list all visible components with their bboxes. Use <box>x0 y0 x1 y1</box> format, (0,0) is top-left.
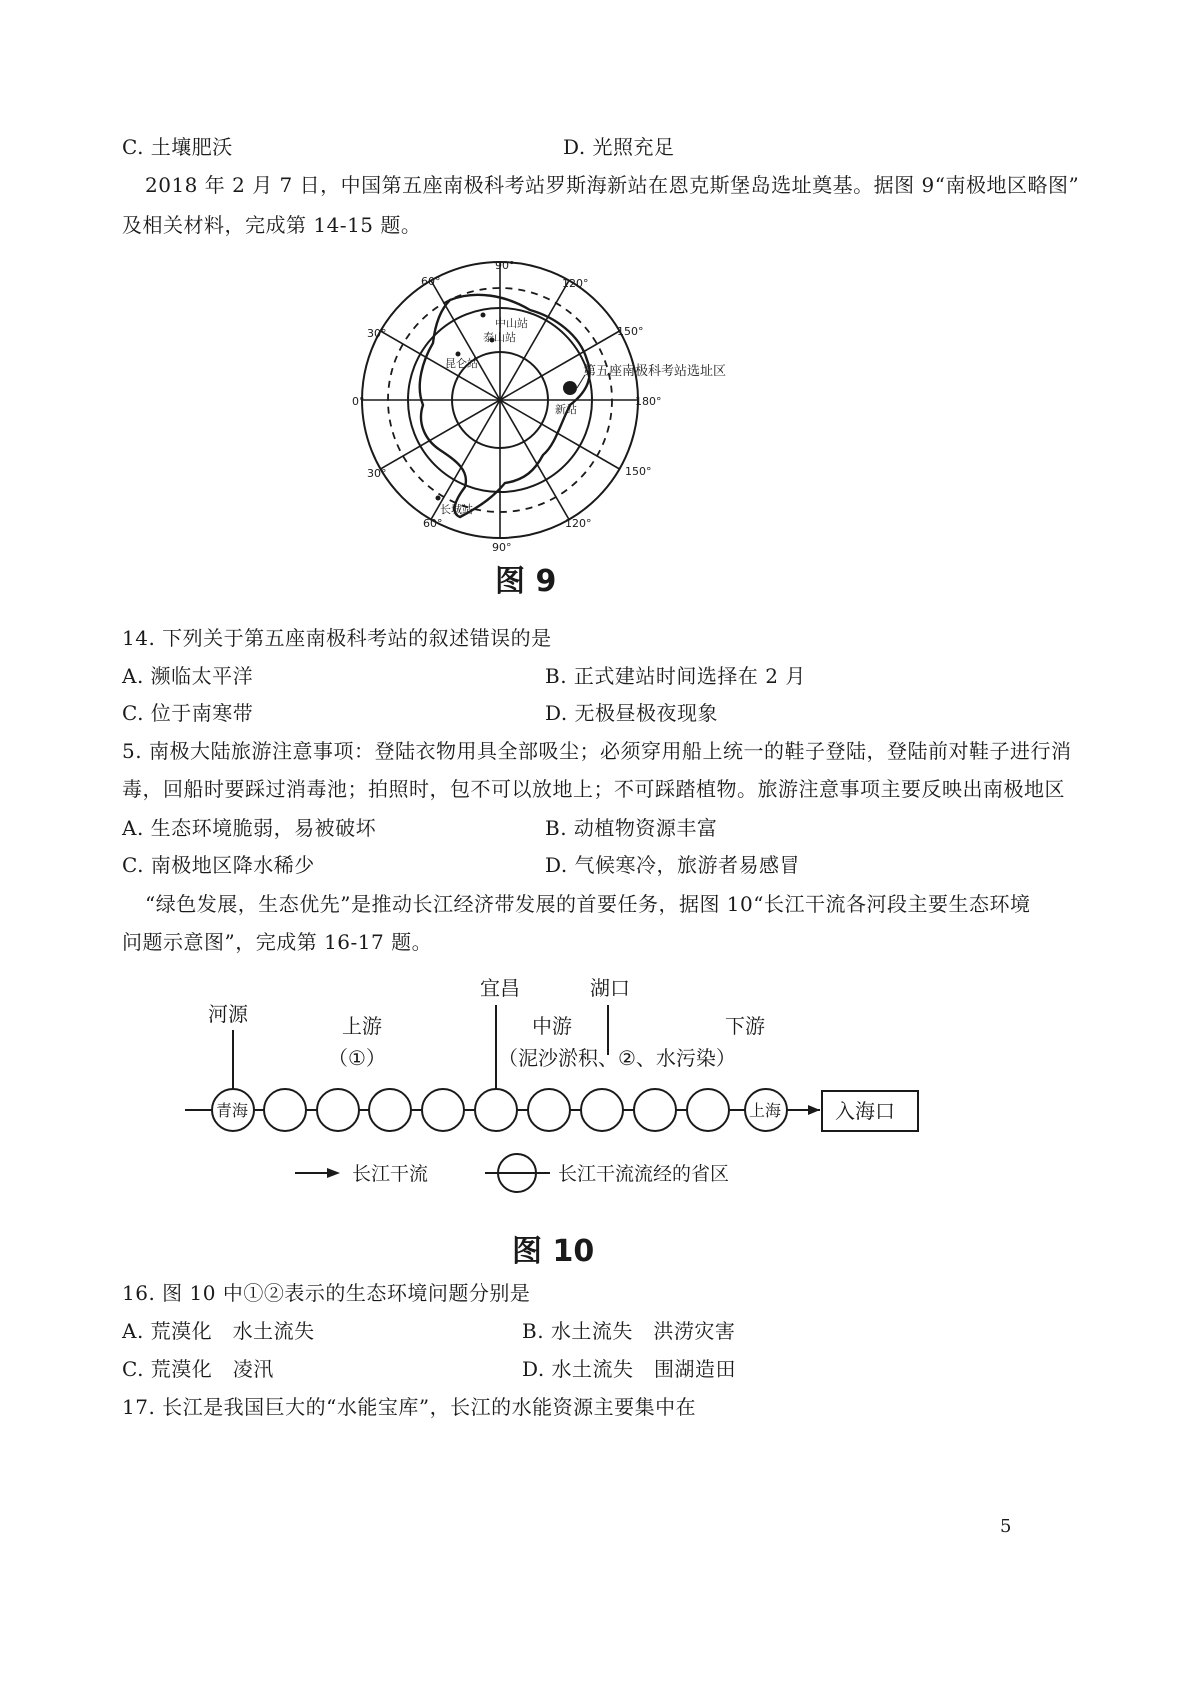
option-c-top: C. 土壤肥沃 <box>122 135 233 159</box>
lon-label-90-bottom: 90° <box>492 541 512 554</box>
station-new: 新站 <box>555 403 577 416</box>
page-number: 5 <box>1000 1516 1012 1537</box>
q14-option-c: C. 位于南寒带 <box>122 701 254 725</box>
intro-16-17-line1: “绿色发展，生态优先”是推动长江经济带发展的首要任务，据图 10“长江干流各河段主要生态环境 <box>145 892 1031 916</box>
label-lower: 下游 <box>725 1014 765 1038</box>
q16-option-c: C. 荒漠化 凌汛 <box>122 1357 274 1381</box>
label-upper-issue: （①） <box>328 1046 386 1070</box>
q16-option-b: B. 水土流失 洪涝灾害 <box>522 1319 736 1343</box>
q14-option-d: D. 无极昼极夜现象 <box>545 701 719 725</box>
figure-10-caption: 图 10 <box>512 1234 595 1269</box>
label-middle: 中游 <box>532 1014 572 1038</box>
label-middle-issue: （泥沙淤积、②、水污染） <box>498 1046 736 1070</box>
label-upper: 上游 <box>342 1014 382 1038</box>
lon-label-180: 180° <box>635 395 662 408</box>
q16-option-a: A. 荒漠化 水土流失 <box>122 1319 315 1343</box>
lon-label-120-bottom: 120° <box>565 517 592 530</box>
lon-label-60-bottom: 60° <box>423 517 443 530</box>
q15-option-d: D. 气候寒冷，旅游者易感冒 <box>545 853 801 877</box>
intro-14-15-line2: 及相关材料，完成第 14-15 题。 <box>122 213 422 237</box>
label-qinghai: 青海 <box>216 1101 249 1120</box>
figure-9-antarctic-map <box>352 255 795 615</box>
q15-option-b: B. 动植物资源丰富 <box>545 816 718 840</box>
q15-option-a: A. 生态环境脆弱，易被破坏 <box>122 816 377 840</box>
lon-label-0: 0° <box>352 395 365 408</box>
q15-option-c: C. 南极地区降水稀少 <box>122 853 315 877</box>
lon-label-60-top: 60° <box>421 275 441 288</box>
q15-stem-line1: 5. 南极大陆旅游注意事项：登陆衣物用具全部吸尘；必须穿用船上统一的鞋子登陆，登陆前对鞋子进行消 <box>122 739 1072 763</box>
q14-option-a: A. 濒临太平洋 <box>122 664 254 688</box>
figure-9-caption: 图 9 <box>495 564 557 599</box>
q14-option-b: B. 正式建站时间选择在 2 月 <box>545 664 806 688</box>
intro-16-17-line2: 问题示意图”，完成第 16-17 题。 <box>122 930 433 954</box>
option-d-top: D. 光照充足 <box>563 135 675 159</box>
q16-option-d: D. 水土流失 围湖造田 <box>522 1357 737 1381</box>
lon-label-30-top: 30° <box>367 327 387 340</box>
station-changcheng: 长城站 <box>440 503 473 516</box>
lon-label-150-top: 150° <box>617 325 644 338</box>
new-station-site-label: 第五座南极科考站选址区 <box>583 364 727 379</box>
lon-label-30-bottom: 30° <box>367 467 387 480</box>
lon-label-150-bottom: 150° <box>625 465 652 478</box>
label-estuary: 入海口 <box>835 1099 895 1123</box>
intro-14-15-line1: 2018 年 2 月 7 日，中国第五座南极科考站罗斯海新站在恩克斯堡岛选址奠基。据图 9“南极地区略图” <box>145 173 1080 197</box>
legend-province: 长江干流流经的省区 <box>558 1163 730 1185</box>
q15-stem-line2: 毒，回船时要踩过消毒池；拍照时，包不可以放地上；不可踩踏植物。旅游注意事项主要反映出南极地区 <box>122 777 1065 801</box>
new-station-dot <box>563 381 577 395</box>
q17-stem: 17. 长江是我国巨大的“水能宝库”，长江的水能资源主要集中在 <box>122 1395 697 1419</box>
q16-stem: 16. 图 10 中①②表示的生态环境问题分别是 <box>122 1281 531 1305</box>
label-source: 河源 <box>208 1002 248 1026</box>
lon-label-120-top: 120° <box>562 277 589 290</box>
station-kunlun: 昆仑站 <box>445 357 478 370</box>
lon-label-90-top: 90° <box>495 259 515 272</box>
label-hukou: 湖口 <box>590 976 630 1000</box>
station-zhongshan: 中山站 <box>495 317 528 330</box>
legend-river: 长江干流 <box>352 1163 429 1185</box>
q14-stem: 14. 下列关于第五座南极科考站的叙述错误的是 <box>122 626 552 650</box>
label-yichang: 宜昌 <box>480 976 520 1000</box>
label-shanghai: 上海 <box>749 1101 782 1120</box>
figure-10-yangtze-diagram <box>180 965 940 1195</box>
station-taishan: 泰山站 <box>483 331 516 344</box>
